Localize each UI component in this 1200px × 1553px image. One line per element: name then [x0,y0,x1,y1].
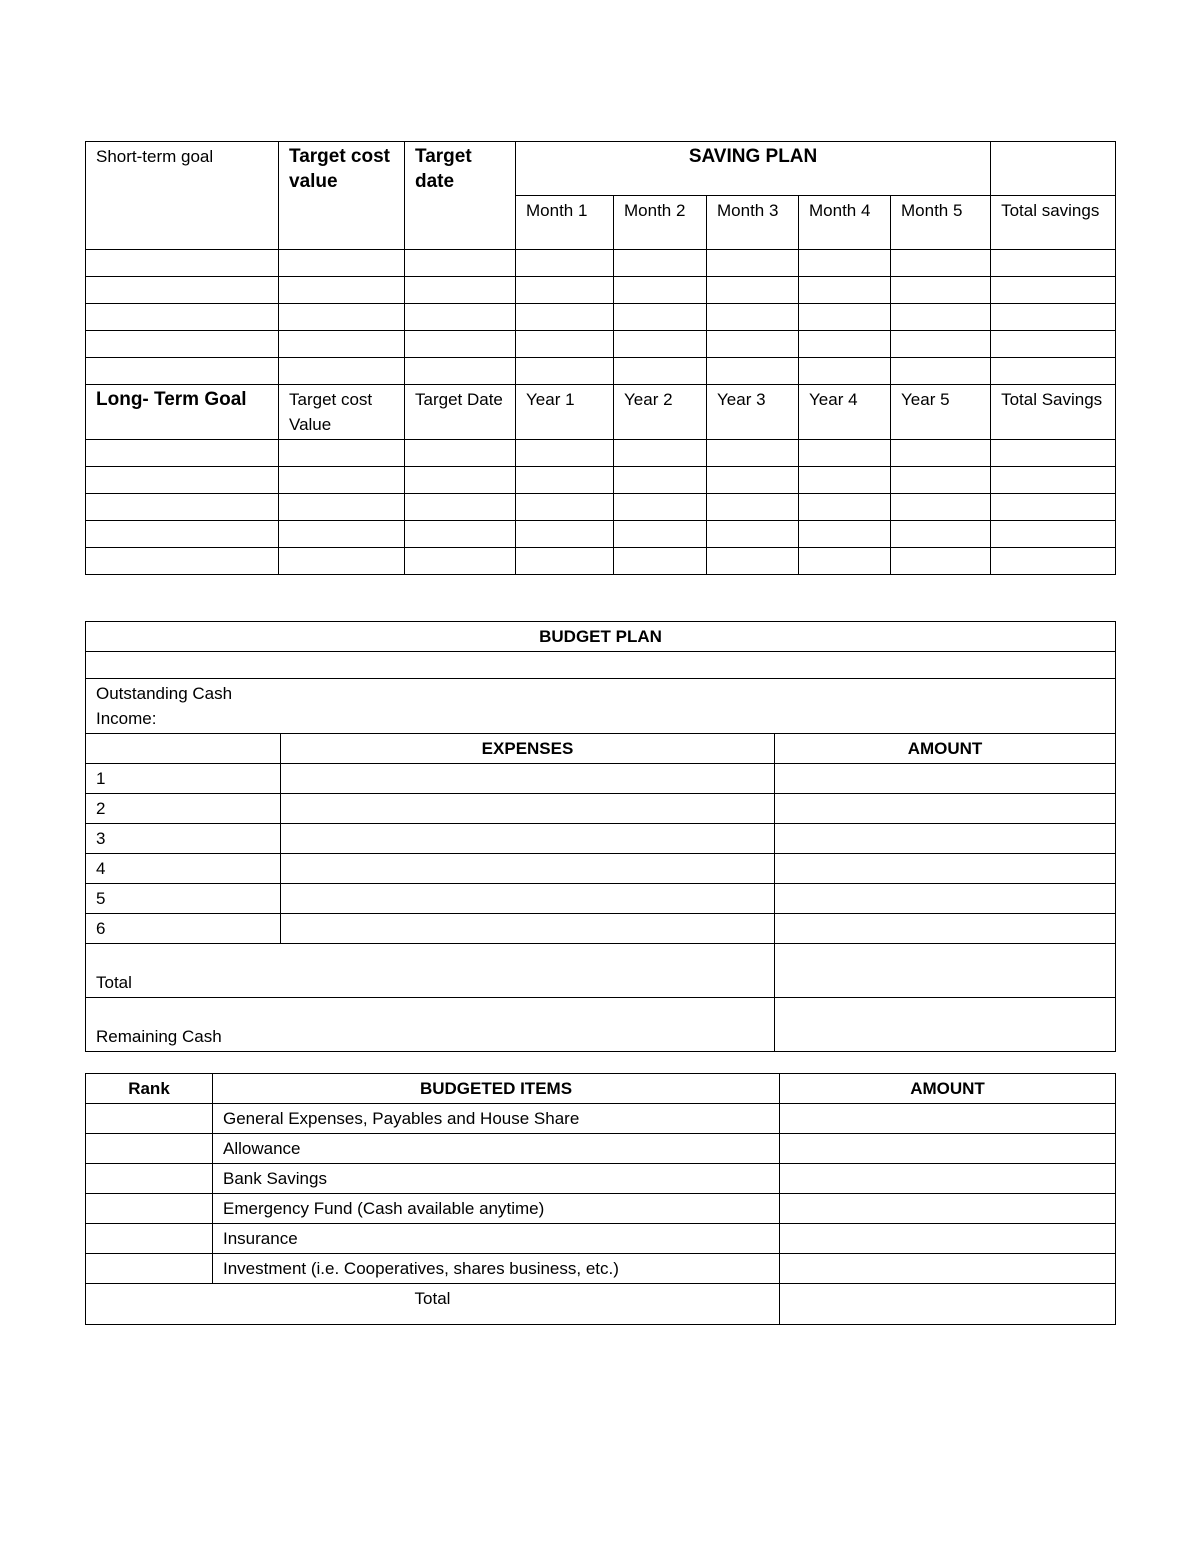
cell[interactable] [279,467,405,494]
total-savings-header: Total savings [991,196,1116,250]
cell[interactable] [614,494,707,521]
item-label: General Expenses, Payables and House Share [213,1104,780,1134]
budgeted-items-table [85,1073,1116,1325]
cell[interactable] [891,250,991,277]
cell[interactable] [86,277,279,304]
cell[interactable] [405,250,516,277]
target-cost-value-header: Target cost value [279,142,405,250]
month-header: Month 5 [891,196,991,250]
rank-cell[interactable] [86,1104,213,1134]
item-label: Bank Savings [213,1164,780,1194]
short-term-goal-row [86,331,1116,358]
cell[interactable] [891,467,991,494]
cell[interactable] [516,331,614,358]
amount-cell[interactable] [780,1254,1116,1284]
amount-cell[interactable] [775,764,1116,794]
amount-header: AMOUNT [780,1074,1116,1104]
lt-target-cost-value-header: Target cost Value [279,385,405,440]
row-number: 3 [86,824,281,854]
item-label: Investment (i.e. Cooperatives, shares business, etc.) [213,1254,780,1284]
month-header: Month 3 [707,196,799,250]
cell[interactable] [799,467,891,494]
long-term-goal-row [86,494,1116,521]
budgeted-item-row [86,1224,1116,1254]
cell[interactable] [279,331,405,358]
cell[interactable] [614,277,707,304]
expense-cell[interactable] [281,824,775,854]
cell[interactable] [707,277,799,304]
cell[interactable] [707,494,799,521]
total-label: Total [86,1284,780,1325]
expense-cell[interactable] [281,914,775,944]
cell[interactable] [614,331,707,358]
cell[interactable] [799,250,891,277]
cell[interactable] [707,250,799,277]
budgeted-item-row [86,1254,1116,1284]
cell[interactable] [707,521,799,548]
cell[interactable] [279,250,405,277]
rank-cell[interactable] [86,1254,213,1284]
cell[interactable] [86,467,279,494]
long-term-goal-row [86,467,1116,494]
year-header: Year 5 [891,385,991,440]
remaining-cash-label: Remaining Cash [86,998,775,1052]
cell[interactable] [991,277,1116,304]
cell[interactable] [279,494,405,521]
cell[interactable] [891,440,991,467]
amount-cell[interactable] [775,854,1116,884]
row-number: 4 [86,854,281,884]
year-header: Year 2 [614,385,707,440]
cell[interactable] [86,494,279,521]
row-number: 6 [86,914,281,944]
total-label: Total [86,944,775,998]
cell[interactable] [891,548,991,575]
cell[interactable] [707,331,799,358]
cell[interactable] [991,440,1116,467]
cell[interactable] [707,304,799,331]
lt-total-savings-header: Total Savings [991,385,1116,440]
budgeted-item-row [86,1104,1116,1134]
cell[interactable] [991,358,1116,385]
row-number: 1 [86,764,281,794]
expense-row [86,884,1116,914]
cell[interactable] [991,494,1116,521]
long-term-goal-row [86,521,1116,548]
cell[interactable] [991,331,1116,358]
item-label: Insurance [213,1224,780,1254]
income-cell[interactable] [86,679,1116,734]
cell[interactable] [707,440,799,467]
year-header: Year 1 [516,385,614,440]
empty-cell [991,142,1116,196]
expense-cell[interactable] [281,764,775,794]
budgeted-item-row [86,1194,1116,1224]
cell[interactable] [614,440,707,467]
empty-row[interactable] [86,652,1116,679]
cell[interactable] [614,467,707,494]
item-label: Allowance [213,1134,780,1164]
cell[interactable] [279,521,405,548]
expense-cell[interactable] [281,794,775,824]
amount-cell[interactable] [775,914,1116,944]
cell[interactable] [405,521,516,548]
expense-row [86,764,1116,794]
total-amount-cell[interactable] [775,944,1116,998]
cell[interactable] [516,358,614,385]
cell[interactable] [405,467,516,494]
month-header: Month 2 [614,196,707,250]
cell[interactable] [891,304,991,331]
expense-row [86,824,1116,854]
amount-cell[interactable] [775,824,1116,854]
amount-cell[interactable] [780,1104,1116,1134]
expense-cell[interactable] [281,854,775,884]
cell[interactable] [405,358,516,385]
cell[interactable] [991,521,1116,548]
row-number: 2 [86,794,281,824]
cell[interactable] [799,548,891,575]
item-label: Emergency Fund (Cash available anytime) [213,1194,780,1224]
target-date-header: Target date [405,142,516,250]
outstanding-cash-label: Outstanding Cash [96,684,233,703]
cell[interactable] [799,331,891,358]
rank-header: Rank [86,1074,213,1104]
cell[interactable] [991,548,1116,575]
cell[interactable] [279,304,405,331]
cell[interactable] [516,304,614,331]
cell[interactable] [516,521,614,548]
rank-cell[interactable] [86,1194,213,1224]
cell[interactable] [279,358,405,385]
short-term-goal-row [86,358,1116,385]
cell[interactable] [86,440,279,467]
cell[interactable] [799,277,891,304]
cell[interactable] [405,277,516,304]
cell[interactable] [279,548,405,575]
row-number: 5 [86,884,281,914]
short-term-goal-header: Short-term goal [86,142,279,250]
cell[interactable] [891,521,991,548]
cell[interactable] [516,467,614,494]
cell[interactable] [86,358,279,385]
year-header: Year 4 [799,385,891,440]
cell[interactable] [707,358,799,385]
cell[interactable] [405,440,516,467]
saving-plan-table [85,141,1116,575]
cell[interactable] [614,304,707,331]
budgeted-item-row [86,1164,1116,1194]
expense-cell[interactable] [281,884,775,914]
month-header: Month 1 [516,196,614,250]
expense-row [86,914,1116,944]
lt-target-date-header: Target Date [405,385,516,440]
cell[interactable] [516,494,614,521]
cell[interactable] [279,277,405,304]
remaining-cash-amount-cell[interactable] [775,998,1116,1052]
cell[interactable] [405,331,516,358]
rank-cell[interactable] [86,1134,213,1164]
blank-header [86,734,281,764]
cell[interactable] [516,548,614,575]
cell[interactable] [405,494,516,521]
cell[interactable] [86,548,279,575]
long-term-goal-row [86,440,1116,467]
expense-row [86,854,1116,884]
cell[interactable] [86,521,279,548]
cell[interactable] [891,494,991,521]
month-header: Month 4 [799,196,891,250]
year-header: Year 3 [707,385,799,440]
cell[interactable] [891,358,991,385]
cell[interactable] [614,250,707,277]
amount-header: AMOUNT [775,734,1116,764]
long-term-goal-row [86,548,1116,575]
cell[interactable] [86,250,279,277]
cell[interactable] [891,331,991,358]
cell[interactable] [799,521,891,548]
cell[interactable] [516,277,614,304]
cell[interactable] [799,494,891,521]
amount-cell[interactable] [780,1164,1116,1194]
long-term-goal-header: Long- Term Goal [86,385,279,440]
cell[interactable] [405,304,516,331]
amount-cell[interactable] [780,1134,1116,1164]
expenses-header: EXPENSES [281,734,775,764]
cell[interactable] [86,331,279,358]
short-term-goal-row [86,304,1116,331]
rank-cell[interactable] [86,1164,213,1194]
cell[interactable] [799,358,891,385]
cell[interactable] [991,304,1116,331]
cell[interactable] [86,304,279,331]
cell[interactable] [891,277,991,304]
cell[interactable] [991,250,1116,277]
amount-cell[interactable] [775,884,1116,914]
expense-row [86,794,1116,824]
cell[interactable] [799,440,891,467]
budgeted-item-row [86,1134,1116,1164]
cell[interactable] [799,304,891,331]
income-label: Income: [96,709,157,728]
rank-cell[interactable] [86,1224,213,1254]
cell[interactable] [405,548,516,575]
cell[interactable] [614,358,707,385]
cell[interactable] [707,467,799,494]
amount-cell[interactable] [775,794,1116,824]
cell[interactable] [614,548,707,575]
budget-plan-title: BUDGET PLAN [86,622,1116,652]
cell[interactable] [516,250,614,277]
cell[interactable] [516,440,614,467]
cell[interactable] [991,467,1116,494]
amount-cell[interactable] [780,1224,1116,1254]
saving-plan-header: SAVING PLAN [516,142,991,196]
short-term-goal-row [86,250,1116,277]
total-amount-cell[interactable] [780,1284,1116,1325]
budget-plan-table [85,621,1116,1052]
cell[interactable] [614,521,707,548]
cell[interactable] [279,440,405,467]
cell[interactable] [707,548,799,575]
amount-cell[interactable] [780,1194,1116,1224]
budgeted-items-header: BUDGETED ITEMS [213,1074,780,1104]
short-term-goal-row [86,277,1116,304]
